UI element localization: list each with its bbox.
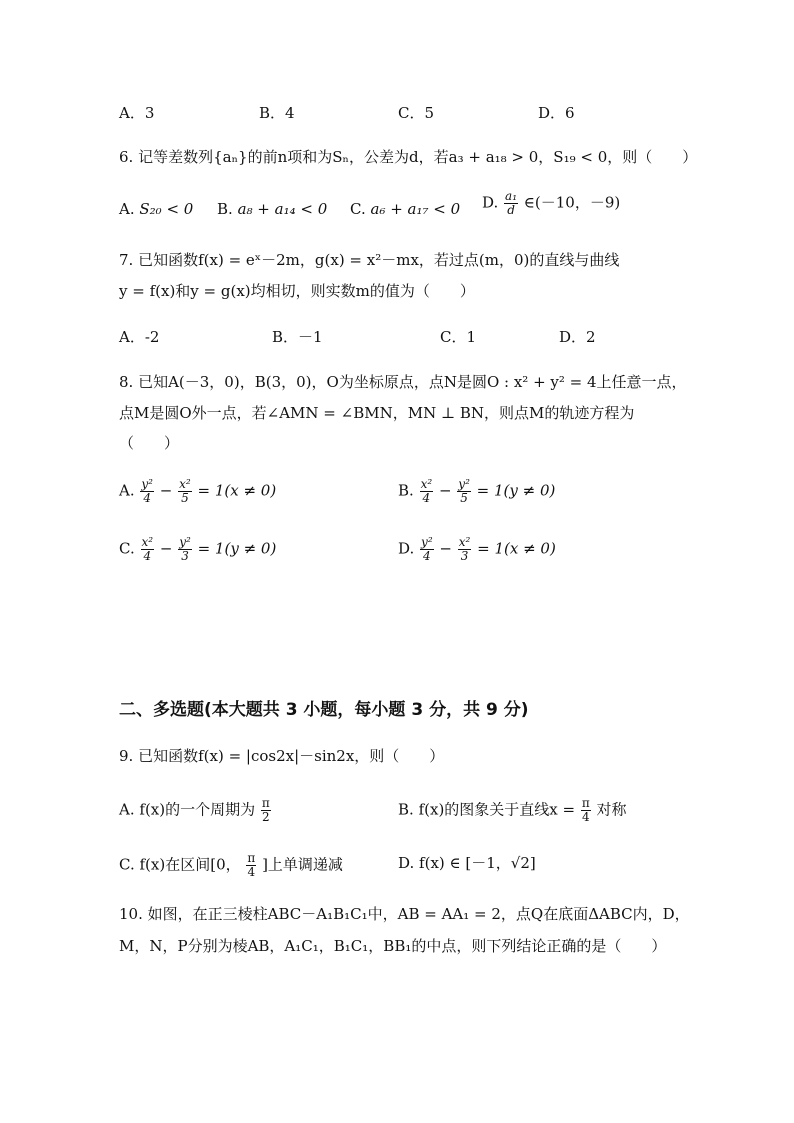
- frac-den: 2: [262, 810, 270, 824]
- q8-stem-line2: 点M是圆O外一点，若∠AMN = ∠BMN，MN ⊥ BN，则点M的轨迹方程为: [119, 404, 635, 422]
- q5-option-b[interactable]: B．4: [259, 104, 295, 122]
- q9-option-c-post: ]上单调递减: [262, 855, 343, 874]
- q9-option-b-prefix: B.: [398, 800, 414, 819]
- frac-num: x²: [179, 477, 191, 491]
- frac-den: 4: [143, 549, 152, 563]
- q7-stem-line2: y = f(x)和y = g(x)均相切，则实数m的值为（ ）: [119, 282, 475, 300]
- minus-sign: −: [159, 539, 173, 558]
- frac-den: 5: [460, 491, 468, 505]
- frac-num: π: [581, 796, 590, 810]
- frac-den: 4: [247, 865, 256, 879]
- frac-den: 3: [181, 549, 189, 563]
- q8-option-c-frac1: [141, 536, 155, 563]
- q6-option-d-fraction: [504, 190, 518, 217]
- q5-option-d[interactable]: D．6: [538, 104, 575, 122]
- q8-stem-line1: 8. 已知A(－3，0)，B(3，0)，O为坐标原点，点N是圆O : x² + y² = 4上任意一点，: [119, 373, 687, 391]
- q9-option-b-post: 对称: [596, 800, 627, 819]
- frac-num: y²: [141, 477, 153, 491]
- frac-num: π: [247, 851, 256, 865]
- q6-option-a-text: S₂₀ < 0: [139, 200, 194, 218]
- frac-den: 4: [422, 491, 431, 505]
- q9-option-a-fraction: [261, 797, 271, 824]
- q6-option-c-text: a₆ + a₁₇ < 0: [370, 200, 461, 218]
- frac-num: x²: [420, 477, 433, 491]
- q9-option-a-pre: f(x)的一个周期为: [139, 800, 256, 819]
- q9-option-b-fraction: [581, 797, 591, 824]
- section-heading: 二、多选题(本大题共 3 小题，每小题 3 分，共 9 分): [119, 700, 529, 720]
- frac-den: 5: [181, 491, 189, 505]
- q6-option-b[interactable]: [217, 198, 327, 220]
- frac-num: y²: [458, 477, 470, 491]
- q8-option-b-frac1: [420, 478, 434, 505]
- q6-option-a-prefix: A.: [119, 200, 135, 218]
- q6-stem: 6. 记等差数列{aₙ}的前n项和为Sₙ，公差为d，若a₃ + a₁₈ > 0，S₁₉ < 0，则（ ）: [119, 148, 698, 166]
- q7-option-d[interactable]: D．2: [559, 328, 596, 346]
- q6-option-b-prefix: B.: [217, 200, 233, 218]
- frac-den: 4: [582, 810, 590, 824]
- q7-option-a[interactable]: A．-2: [119, 328, 160, 346]
- q8-option-a-prefix: A.: [119, 481, 135, 500]
- frac-num: x²: [458, 535, 471, 549]
- frac-den: 3: [460, 549, 469, 563]
- q6-option-d[interactable]: [482, 190, 620, 217]
- q6-option-a[interactable]: [119, 198, 193, 220]
- q8-option-c-prefix: C.: [119, 539, 135, 558]
- minus-sign: −: [439, 539, 452, 558]
- q7-option-c[interactable]: C．1: [440, 328, 477, 346]
- q6-option-b-text: a₈ + a₁₄ < 0: [237, 200, 328, 218]
- q7-option-b[interactable]: B．－1: [272, 328, 323, 346]
- q8-option-d-prefix: D.: [398, 539, 415, 558]
- q9-option-a-prefix: A.: [119, 800, 135, 819]
- q9-option-b-pre: f(x)的图象关于直线x =: [418, 800, 576, 819]
- q6-option-c[interactable]: [350, 198, 460, 220]
- q10-stem-line2: M，N，P分别为棱AB，A₁C₁，B₁C₁，BB₁的中点，则下列结论正确的是（ ）: [119, 937, 667, 955]
- q8-stem-line3: （ ）: [119, 434, 180, 452]
- frac-num: π: [261, 796, 270, 810]
- q9-option-d[interactable]: [398, 852, 536, 874]
- q7-stem-line1: 7. 已知函数f(x) = eˣ－2m，g(x) = x²－mx，若过点(m，0)的直线与曲线: [119, 251, 620, 269]
- q9-option-a[interactable]: [119, 797, 272, 824]
- q8-option-c[interactable]: [119, 536, 276, 563]
- q8-option-d-frac2: [458, 536, 472, 563]
- q5-option-a[interactable]: A．3: [119, 104, 155, 122]
- q8-option-a-cond: = 1(x ≠ 0): [197, 481, 277, 500]
- q8-option-d-cond: = 1(x ≠ 0): [477, 539, 556, 558]
- q10-stem-line1: 10. 如图，在正三棱柱ABC－A₁B₁C₁中，AB = AA₁ = 2，点Q在底面ΔABC内，D，: [119, 905, 690, 923]
- q8-option-d[interactable]: [398, 536, 556, 563]
- q9-stem: 9. 已知函数f(x) = |cos2x|－sin2x，则（ ）: [119, 747, 445, 765]
- minus-sign: −: [438, 481, 452, 500]
- q8-option-a-frac2: [178, 478, 192, 505]
- q5-option-c[interactable]: C．5: [398, 104, 435, 122]
- q8-option-c-frac2: [178, 536, 192, 563]
- q9-option-c-fraction: [246, 852, 256, 879]
- q8-option-b-prefix: B.: [398, 481, 414, 500]
- q6-option-d-prefix: D.: [482, 193, 499, 212]
- q9-option-d-prefix: D.: [398, 854, 415, 872]
- q9-option-c-prefix: C.: [119, 855, 135, 874]
- q6-option-d-frac-den: d: [507, 203, 515, 217]
- q8-option-b-cond: = 1(y ≠ 0): [476, 481, 556, 500]
- frac-num: y²: [421, 535, 433, 549]
- frac-num: x²: [141, 535, 154, 549]
- minus-sign: −: [159, 481, 173, 500]
- q9-option-c-pre: f(x)在区间[0，: [139, 855, 241, 874]
- q9-option-d-pre: f(x) ∈ [－1，√2]: [419, 854, 536, 872]
- frac-den: 4: [143, 491, 151, 505]
- q6-option-d-text: ∈(－10，－9): [523, 193, 621, 212]
- q8-option-b[interactable]: [398, 478, 555, 505]
- q8-option-a[interactable]: [119, 478, 276, 505]
- q8-option-c-cond: = 1(y ≠ 0): [197, 539, 277, 558]
- frac-num: y²: [179, 535, 191, 549]
- q8-option-b-frac2: [457, 478, 471, 505]
- q9-option-c[interactable]: [119, 852, 343, 879]
- q8-option-a-frac1: [140, 478, 154, 505]
- q8-option-d-frac1: [420, 536, 434, 563]
- q9-option-b[interactable]: [398, 797, 627, 824]
- q6-option-d-frac-num: a₁: [505, 189, 518, 203]
- q6-option-c-prefix: C.: [350, 200, 366, 218]
- frac-den: 4: [423, 549, 431, 563]
